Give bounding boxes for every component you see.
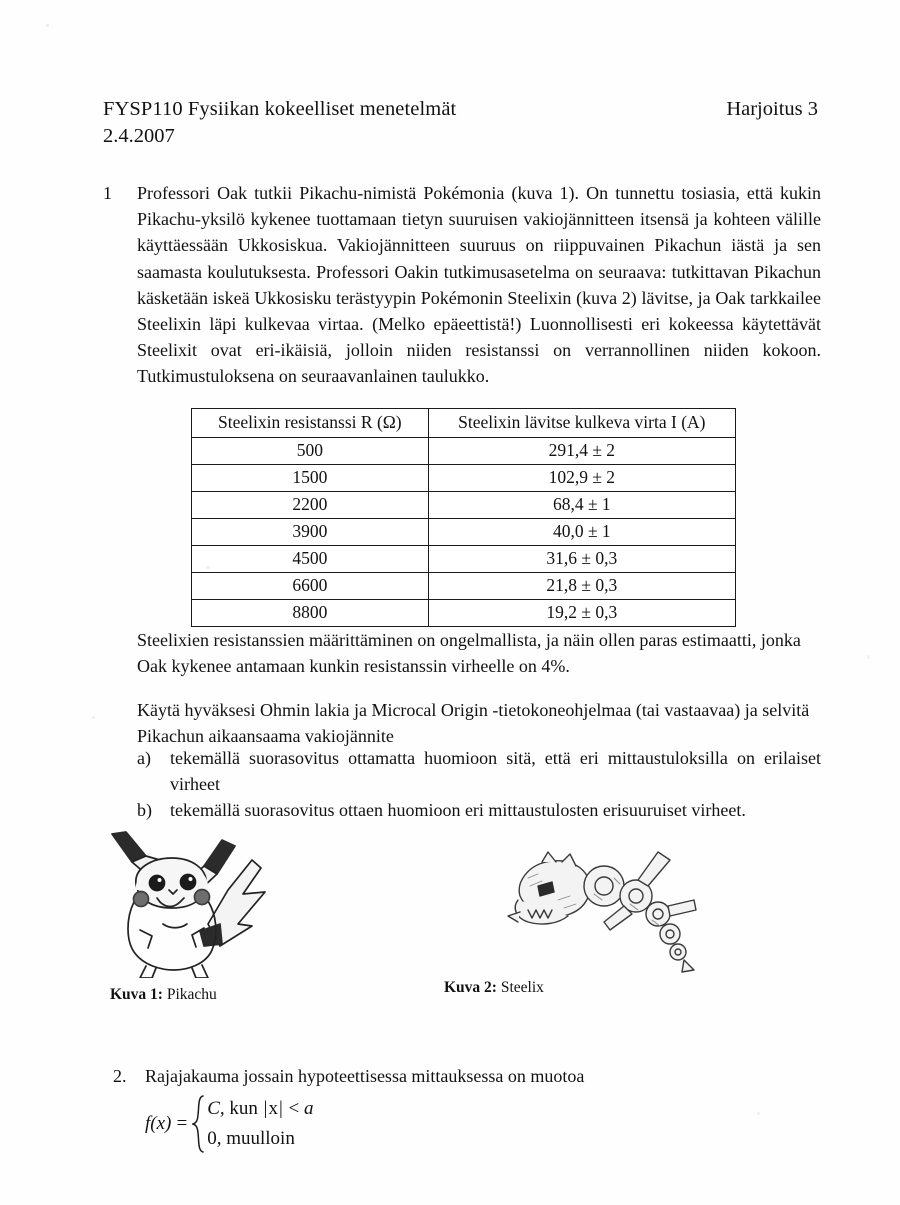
formula-case1-limit: a	[303, 1098, 314, 1119]
task-2-block	[113, 1063, 813, 1089]
formula-case1-condition-word: kun	[229, 1098, 258, 1119]
formula-lhs	[145, 1113, 174, 1135]
subtask-marker-b: b)	[137, 800, 152, 821]
cell-current: 102,9 ± 2	[428, 465, 735, 492]
scan-speckle	[867, 655, 870, 659]
formula-function-name: f	[145, 1113, 151, 1134]
cell-resistance: 1500	[192, 465, 429, 492]
formula-case1-relation: <	[288, 1098, 300, 1119]
figure-1-caption-text: Pikachu	[162, 986, 217, 1003]
table-row	[192, 438, 736, 465]
formula-cases	[207, 1094, 313, 1154]
figure-pikachu	[100, 828, 315, 978]
figure-2-caption-label: Kuva 2:	[444, 979, 497, 996]
cell-resistance: 6600	[192, 573, 429, 600]
table-header-row	[192, 409, 736, 438]
cell-current: 68,4 ± 1	[428, 492, 735, 519]
figure-steelix	[498, 838, 723, 973]
formula-case-1	[207, 1094, 313, 1124]
figure-1-caption-label: Kuva 1:	[110, 986, 163, 1003]
scan-speckle	[92, 716, 95, 719]
figure-2-caption-text: Steelix	[496, 979, 544, 996]
cell-resistance: 8800	[192, 600, 429, 627]
task-1-block	[103, 180, 821, 390]
cell-resistance: 4500	[192, 546, 429, 573]
figure-1-caption	[110, 985, 217, 1005]
formula-equals: =	[175, 1113, 189, 1134]
task-2-marker: 2.	[113, 1066, 127, 1086]
assignment-label: Harjoitus 3	[726, 98, 818, 120]
subtask-text-b: tekemällä suorasovitus ottaen huomioon eri mittaustulosten erisuuruiset virheet.	[170, 800, 746, 821]
table-header-resistance: Steelixin resistanssi R (Ω)	[192, 409, 429, 438]
table-header-current: Steelixin lävitse kulkeva virta I (A)	[428, 409, 735, 438]
cell-current: 19,2 ± 0,3	[428, 600, 735, 627]
table-row	[192, 546, 736, 573]
piecewise-formula	[145, 1094, 313, 1154]
cell-current: 31,6 ± 0,3	[428, 546, 735, 573]
estimate-paragraph: Steelixien resistanssien määrittäminen on ongelmallista, ja näin ollen paras estimaatti, jonka Oak kykenee antamaan kunkin resistanssin virheelle on 4%.	[137, 630, 801, 677]
cell-current: 40,0 ± 1	[428, 519, 735, 546]
steelix-drawing-icon	[498, 838, 723, 973]
ohm-instruction-paragraph: Käytä hyväksesi Ohmin lakia ja Microcal Origin -tietokoneohjelmaa (tai vastaavaa) ja selvitä Pikachun aikaansaama vakiojännite	[137, 700, 810, 747]
abs-bar-left: |	[263, 1098, 268, 1119]
figure-2-caption	[444, 978, 544, 998]
subtask-item-a	[137, 745, 821, 797]
formula-brace-icon	[192, 1095, 205, 1153]
pikachu-drawing-icon	[100, 828, 315, 978]
table-row	[192, 492, 736, 519]
subtask-marker-a: a)	[137, 748, 151, 768]
measurement-table-wrapper	[191, 408, 736, 627]
table-row	[192, 573, 736, 600]
measurement-table	[191, 408, 736, 627]
table-row	[192, 519, 736, 546]
document-date: 2.4.2007	[103, 125, 175, 147]
header-row	[103, 96, 820, 122]
left-curly-brace-icon	[192, 1095, 205, 1153]
table-row	[192, 600, 736, 627]
cell-current: 291,4 ± 2	[428, 438, 735, 465]
formula-case1-variable: x	[268, 1098, 278, 1119]
course-title: FYSP110 Fysiikan kokeelliset menetelmät	[103, 98, 457, 120]
formula-case-2: 0, muulloin	[207, 1128, 295, 1149]
task-1-body-text: Professori Oak tutkii Pikachu-nimistä Pokémonia (kuva 1). On tunnettu tosiasia, että kukin Pikachu-yksilö kykenee tuottamaan tietyn suuruisen vakiojännitteen itsensä ja kohteen välille käyttäessään Ukkosiskua. Vakiojännitteen suuruus on riippuvainen Pikachun iästä ja sen saamasta koulutuksesta. Professori Oakin tutkimusasetelma on seuraava: tutkittavan Pikachun käsketään iskeä Ukkosisku terästyypin Pokémonin Steelixin (kuva 2) lävitse, ja Oak tarkkailee Steelixin läpi kulkevaa virtaa. (Melko epäeettistä!) Luonnollisesti eri kokeessa käytettävät Steelixit ovat eri-ikäisiä, jolloin niiden resistanssi on verrannollinen niiden kokoon. Tutkimustuloksena on seuraavanlainen taulukko.	[137, 183, 821, 387]
scan-speckle	[46, 24, 49, 27]
abs-bar-right: |	[278, 1098, 283, 1119]
table-row	[192, 465, 736, 492]
task-2-text: Rajajakauma jossain hypoteettisessa mittauksessa on muotoa	[145, 1066, 585, 1086]
document-header	[103, 96, 820, 149]
subtask-text-a: tekemällä suorasovitus ottamatta huomioon sitä, että eri mittaustuloksilla on erilaiset virheet	[170, 748, 821, 795]
cell-resistance: 3900	[192, 519, 429, 546]
subtask-item-b	[137, 797, 821, 823]
cell-resistance: 500	[192, 438, 429, 465]
cell-current: 21,8 ± 0,3	[428, 573, 735, 600]
task-1-marker: 1	[103, 183, 112, 203]
subtask-list	[137, 745, 821, 824]
scan-speckle	[757, 1112, 760, 1115]
cell-resistance: 2200	[192, 492, 429, 519]
formula-case1-value: C,	[207, 1098, 225, 1119]
formula-argument: (x)	[150, 1113, 172, 1134]
